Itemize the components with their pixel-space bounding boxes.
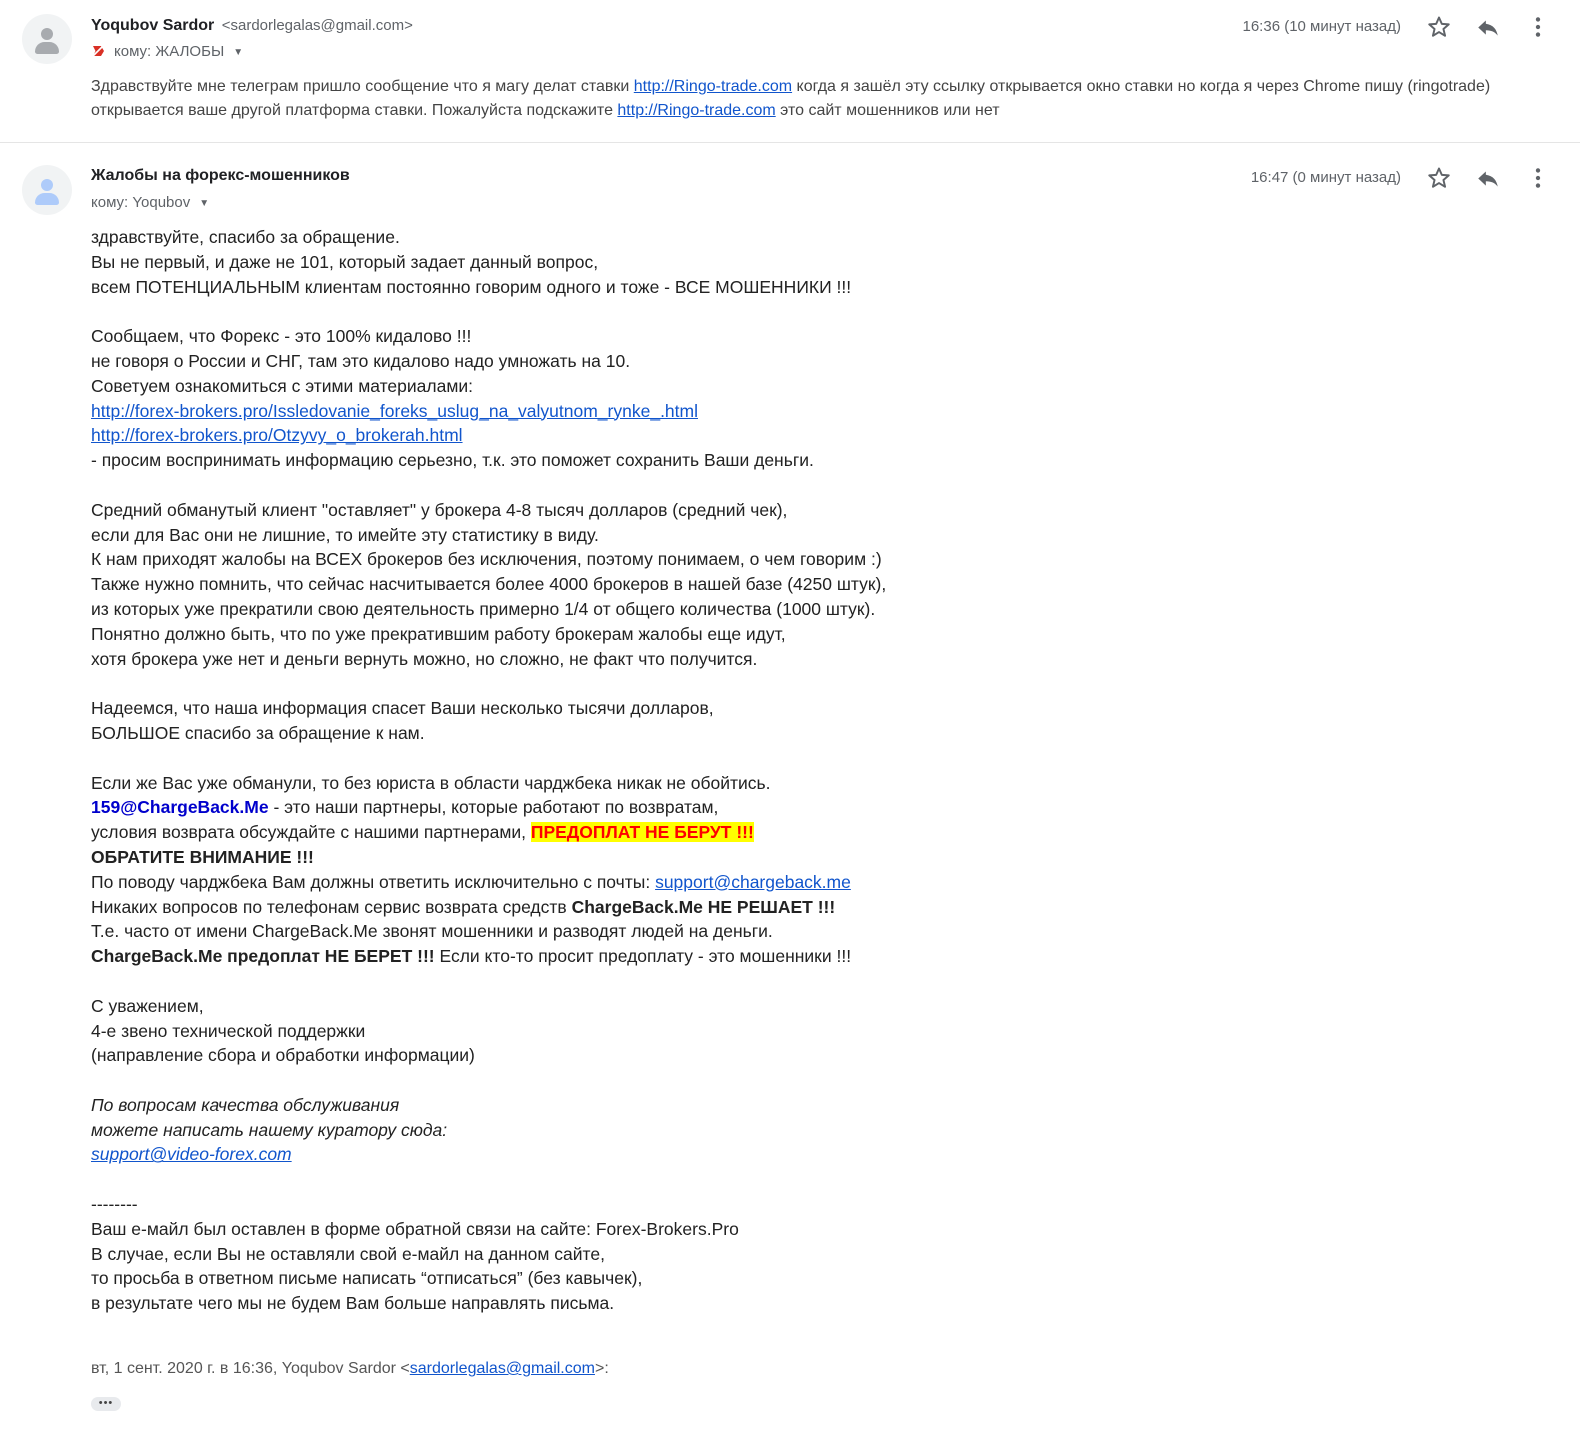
body-line: хотя брокера уже нет и деньги вернуть можно, но сложно, не факт что получится.	[91, 648, 758, 669]
body-line: - просим воспринимать информацию серьезно, т.к. это поможет сохранить Ваши деньги.	[91, 450, 814, 471]
signature-line: С уважением,	[91, 995, 204, 1016]
body-line	[91, 423, 1191, 448]
spacer	[91, 1068, 1191, 1093]
curator-note: можете написать нашему куратору сюда:	[91, 1119, 448, 1140]
body-line	[91, 895, 1191, 920]
recipient-prefix: кому:	[114, 43, 152, 60]
bold-text: ChargeBack.Me НЕ РЕШАЕТ !!!	[571, 896, 836, 917]
snippet-text: это сайт мошенников или нет	[775, 102, 1000, 119]
sender-line	[91, 167, 350, 185]
body-line	[91, 944, 1191, 969]
body-line	[91, 399, 1191, 424]
reply-icon[interactable]	[1475, 14, 1501, 40]
email-message-reply	[0, 152, 1580, 1437]
person-avatar-icon	[41, 28, 53, 40]
support-video-forex-email-link[interactable]: support@video-forex.com	[91, 1144, 292, 1165]
email-message-sender	[0, 0, 1580, 143]
message-body	[91, 225, 1191, 1316]
snippet-link[interactable]: http://Ringo-trade.com	[617, 102, 776, 119]
message-time: 16:47 (0 минут назад)	[1250, 169, 1401, 186]
label-important-icon	[91, 44, 105, 58]
recipient-line[interactable]	[91, 43, 243, 60]
chevron-down-icon[interactable]: ▼	[199, 198, 210, 209]
signature-line: 4-е звено технической поддержки	[91, 1020, 366, 1041]
body-line: Если же Вас уже обманули, то без юриста в области чарджбека никак не обойтись.	[91, 772, 771, 793]
chargeback-partner-name: 159@ChargeBack.Me	[91, 797, 269, 818]
spacer	[91, 746, 1191, 771]
body-line: Средний обманутый клиент "оставляет" у брокера 4-8 тысяч долларов (средний чек),	[91, 499, 788, 520]
snippet-text: Здравствуйте мне телеграм пришло сообщение что я магу делат ставки	[91, 78, 634, 95]
quote-suffix: >:	[594, 1360, 609, 1377]
signature-line: (направление сбора и обработки информации)	[91, 1045, 475, 1066]
broker-reviews-link[interactable]: http://forex-brokers.pro/Otzyvy_o_brokerah.html	[91, 425, 463, 446]
body-text: Если кто-то просит предоплату - это мошенники !!!	[434, 946, 852, 967]
sender-line	[91, 17, 413, 35]
footer-line: то просьба в ответном письме написать “отписаться” (без кавычек),	[91, 1268, 643, 1289]
message-snippet	[91, 75, 1531, 123]
spacer	[91, 299, 1191, 324]
attention-heading: ОБРАТИТЕ ВНИМАНИЕ !!!	[91, 846, 314, 867]
body-text: По поводу чарджбека Вам должны ответить исключительно с почты:	[91, 871, 656, 892]
body-line: не говоря о России и СНГ, там это кидалово надо умножать на 10.	[91, 350, 631, 371]
message-time: 16:36 (10 минут назад)	[1242, 18, 1401, 35]
body-line	[91, 795, 1191, 820]
snippet-text: когда я зашёл эту ссылку открывается окно ставки но когда я через Chrome пишу (ringotrade) открывается ваше другой платформа ставки. Пожалуйста подскажите	[91, 78, 1491, 119]
body-line: здравствуйте, спасибо за обращение.	[91, 227, 400, 247]
forex-research-link[interactable]: http://forex-brokers.pro/Issledovanie_foreks_uslug_na_valyutnom_rynke_.html	[91, 400, 698, 421]
sender-name[interactable]: Жалобы на форекс-мошенников	[91, 167, 350, 184]
body-line: Советуем ознакомиться с этими материалами:	[91, 375, 473, 396]
recipient-line[interactable]	[91, 194, 209, 211]
separator-text: --------	[91, 1194, 138, 1215]
sender-name[interactable]: Yoqubov Sardor	[91, 17, 215, 34]
sender-avatar[interactable]	[22, 14, 72, 64]
body-line: Понятно должно быть, что по уже прекратившим работу брокерам жалобы еще идут,	[91, 623, 786, 644]
person-avatar-icon	[41, 179, 53, 191]
curator-note: По вопросам качества обслуживания	[91, 1094, 400, 1115]
body-line: из которых уже прекратили свою деятельность примерно 1/4 от общего количества (1000 штук).	[91, 598, 876, 619]
recipient-name: ЖАЛОБЫ	[155, 43, 225, 60]
body-line	[91, 1142, 1191, 1167]
spacer	[91, 473, 1191, 498]
body-line: Вы не первый, и даже не 101, который задает данный вопрос,	[91, 251, 599, 272]
body-line: Сообщаем, что Форекс - это 100% кидалово !!!	[91, 326, 472, 347]
more-vertical-icon[interactable]	[1525, 165, 1551, 191]
footer-line: В случае, если Вы не оставляли свой е-майл на данном сайте,	[91, 1243, 605, 1264]
body-text: условия возврата обсуждайте с нашими партнерами,	[91, 822, 531, 843]
body-line: Т.е. часто от имени ChargeBack.Me звонят мошенники и разводят людей на деньги.	[91, 921, 773, 942]
bold-text: ChargeBack.Me предоплат НЕ БЕРЕТ !!!	[91, 946, 435, 967]
sender-avatar[interactable]	[22, 165, 72, 215]
recipient-name: Yoqubov	[132, 194, 191, 211]
body-line: К нам приходят жалобы на ВСЕХ брокеров без исключения, поэтому понимаем, о чем говорим :)	[91, 549, 882, 570]
quote-prefix: вт, 1 сент. 2020 г. в 16:36, Yoqubov Sardor <	[91, 1360, 410, 1377]
footer-line: в результате чего мы не будем Вам больше направлять письма.	[91, 1293, 615, 1314]
reply-icon[interactable]	[1475, 165, 1501, 191]
sender-email: <sardorlegalas@gmail.com>	[221, 17, 413, 34]
spacer	[91, 671, 1191, 696]
body-line: БОЛЬШОЕ спасибо за обращение к нам.	[91, 722, 425, 743]
person-avatar-body	[35, 193, 59, 205]
show-trimmed-content-button[interactable]: •••	[91, 1397, 121, 1411]
body-text: - это наши партнеры, которые работают по возвратам,	[268, 797, 719, 818]
body-text: Никаких вопросов по телефонам сервис возврата средств	[91, 896, 572, 917]
body-line: Надеемся, что наша информация спасет Ваши несколько тысячи долларов,	[91, 698, 714, 719]
quote-email-link[interactable]: sardorlegalas@gmail.com	[409, 1360, 595, 1377]
snippet-link[interactable]: http://Ringo-trade.com	[633, 78, 793, 95]
highlighted-warning: ПРЕДОПЛАТ НЕ БЕРУТ !!!	[530, 822, 754, 843]
body-line	[91, 870, 1191, 895]
person-avatar-body	[35, 42, 59, 54]
spacer	[91, 969, 1191, 994]
star-outline-icon[interactable]	[1426, 14, 1452, 40]
body-line	[91, 820, 1191, 845]
quoted-header	[91, 1360, 609, 1378]
footer-line: Ваш е-майл был оставлен в форме обратной связи на сайте: Forex-Brokers.Pro	[91, 1218, 739, 1239]
spacer	[91, 1167, 1191, 1192]
body-line: всем ПОТЕНЦИАЛЬНЫМ клиентам постоянно говорим одного и тоже - ВСЕ МОШЕННИКИ !!!	[91, 276, 852, 297]
body-line: если для Вас они не лишние, то имейте эту статистику в виду.	[91, 524, 599, 545]
chevron-down-icon[interactable]: ▼	[233, 47, 244, 58]
recipient-prefix: кому:	[91, 194, 129, 211]
support-chargeback-email-link[interactable]: support@chargeback.me	[655, 871, 851, 892]
star-outline-icon[interactable]	[1426, 165, 1452, 191]
more-vertical-icon[interactable]	[1525, 14, 1551, 40]
body-line: Также нужно помнить, что сейчас насчитывается более 4000 брокеров в нашей базе (4250 штук),	[91, 574, 887, 595]
